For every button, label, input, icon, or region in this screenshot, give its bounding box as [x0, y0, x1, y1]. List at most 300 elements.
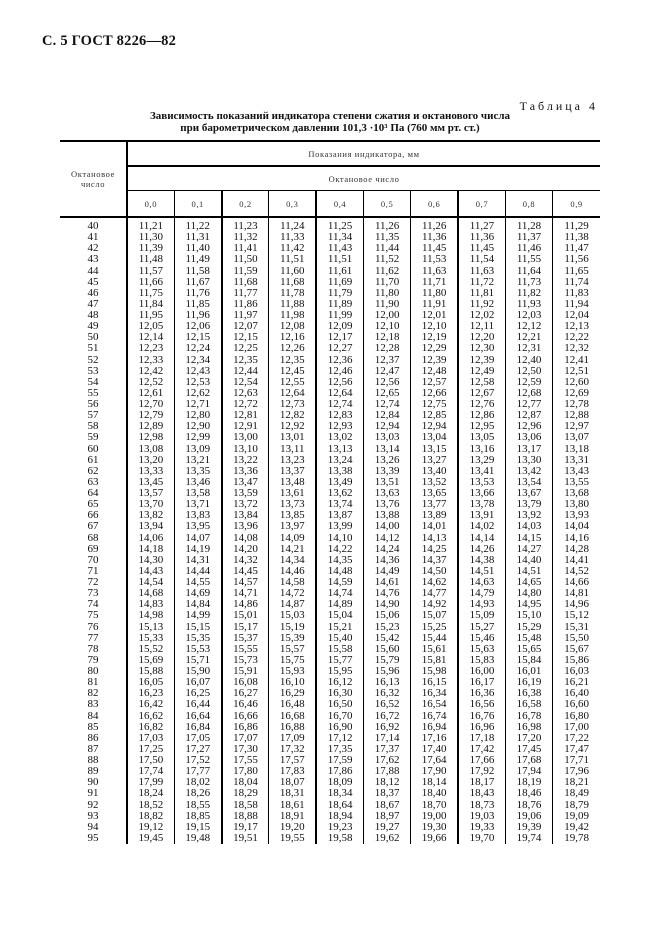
- indicator-value-cell: 11,63: [458, 266, 505, 277]
- indicator-value-cell: 14,18: [127, 544, 174, 555]
- indicator-value-cell: 12,89: [127, 421, 174, 432]
- indicator-value-cell: 15,29: [505, 622, 552, 633]
- indicator-value-cell: 18,70: [411, 800, 458, 811]
- indicator-value-cell: 16,80: [553, 711, 600, 722]
- indicator-value-cell: 19,70: [458, 833, 505, 844]
- indicator-value-cell: 13,17: [505, 444, 552, 455]
- octane-number-cell: 52: [87, 353, 99, 366]
- indicator-value-cell: 11,28: [505, 217, 552, 232]
- indicator-value-cell: 13,76: [363, 499, 410, 510]
- indicator-value-cell: 12,31: [505, 343, 552, 354]
- octane-number-cell: 48: [87, 309, 99, 321]
- indicator-value-cell: 16,60: [553, 699, 600, 710]
- indicator-value-cell: 12,32: [553, 343, 600, 354]
- indicator-value-cell: 15,31: [553, 622, 600, 633]
- indicator-value-cell: 16,78: [505, 711, 552, 722]
- indicator-value-cell: 15,91: [222, 666, 269, 677]
- indicator-value-cell: 12,83: [316, 410, 363, 421]
- indicator-value-cell: 17,77: [174, 766, 221, 777]
- indicator-value-cell: 18,04: [222, 777, 269, 788]
- octane-number-cell: 41: [87, 231, 99, 244]
- indicator-value-cell: 15,39: [269, 633, 316, 644]
- indicator-value-cell: 13,03: [363, 432, 410, 443]
- indicator-value-cell: 12,53: [174, 377, 221, 388]
- indicator-value-cell: 16,13: [363, 677, 410, 688]
- indicator-value-cell: 16,10: [269, 677, 316, 688]
- indicator-value-cell: 16,98: [505, 722, 552, 733]
- indicator-value-cell: 18,55: [174, 800, 221, 811]
- indicator-value-cell: 16,40: [553, 688, 600, 699]
- indicator-value-cell: 19,00: [411, 811, 458, 822]
- indicator-value-cell: 15,07: [411, 610, 458, 621]
- column-header: 0,7: [458, 191, 505, 218]
- indicator-value-cell: 13,94: [127, 521, 174, 532]
- indicator-value-cell: 19,17: [222, 822, 269, 833]
- indicator-value-cell: 17,52: [174, 755, 221, 766]
- indicator-value-cell: 12,79: [127, 410, 174, 421]
- indicator-value-cell: 14,76: [363, 588, 410, 599]
- indicator-value-cell: 13,93: [553, 510, 600, 521]
- indicator-value-cell: 11,23: [222, 217, 269, 232]
- indicator-value-cell: 19,30: [411, 822, 458, 833]
- indicator-value-cell: 14,14: [458, 533, 505, 544]
- indicator-value-cell: 11,72: [458, 277, 505, 288]
- indicator-value-cell: 14,26: [458, 544, 505, 555]
- indicator-value-cell: 13,38: [316, 466, 363, 477]
- indicator-value-cell: 13,42: [505, 466, 552, 477]
- indicator-value-cell: 14,27: [505, 544, 552, 555]
- indicator-value-cell: 12,95: [458, 421, 505, 432]
- indicator-value-cell: 15,65: [505, 644, 552, 655]
- indicator-value-cell: 17,14: [363, 733, 410, 744]
- indicator-value-cell: 13,52: [411, 477, 458, 488]
- indicator-value-cell: 12,73: [269, 399, 316, 410]
- indicator-value-cell: 18,52: [127, 800, 174, 811]
- indicator-value-cell: 17,88: [363, 766, 410, 777]
- indicator-value-cell: 14,09: [269, 533, 316, 544]
- indicator-value-cell: 18,02: [174, 777, 221, 788]
- indicator-value-cell: 17,57: [269, 755, 316, 766]
- indicator-value-cell: 13,01: [269, 432, 316, 443]
- indicator-value-cell: 11,98: [269, 310, 316, 321]
- indicator-value-cell: 12,05: [127, 321, 174, 332]
- indicator-value-cell: 19,62: [363, 833, 410, 844]
- indicator-value-cell: 14,44: [174, 566, 221, 577]
- indicator-value-cell: 14,07: [174, 533, 221, 544]
- indicator-value-cell: 13,88: [363, 510, 410, 521]
- indicator-value-cell: 16,05: [127, 677, 174, 688]
- indicator-value-cell: 15,86: [553, 655, 600, 666]
- indicator-value-cell: 13,74: [316, 499, 363, 510]
- indicator-value-cell: 16,62: [127, 711, 174, 722]
- indicator-value-cell: 17,40: [411, 744, 458, 755]
- indicator-value-cell: 13,08: [127, 444, 174, 455]
- indicator-value-cell: 16,25: [174, 688, 221, 699]
- octane-number-cell: 47: [87, 297, 99, 310]
- indicator-value-cell: 11,54: [458, 254, 505, 265]
- indicator-value-cell: 12,01: [411, 310, 458, 321]
- indicator-value-cell: 17,30: [222, 744, 269, 755]
- indicator-value-cell: 13,18: [553, 444, 600, 455]
- indicator-value-cell: 11,83: [553, 288, 600, 299]
- indicator-value-cell: 12,64: [316, 388, 363, 399]
- indicator-value-cell: 17,68: [505, 755, 552, 766]
- indicator-value-cell: 14,83: [127, 599, 174, 610]
- indicator-value-cell: 15,52: [127, 644, 174, 655]
- indicator-value-cell: 16,70: [316, 711, 363, 722]
- indicator-value-cell: 16,58: [505, 699, 552, 710]
- octane-number-cell: 78: [87, 642, 99, 655]
- indicator-value-cell: 18,24: [127, 788, 174, 799]
- octane-number-cell: 65: [87, 498, 99, 511]
- indicator-value-cell: 12,21: [505, 332, 552, 343]
- table-row: [60, 699, 600, 710]
- octane-number-cell: 95: [87, 831, 99, 844]
- indicator-value-cell: 17,50: [127, 755, 174, 766]
- indicator-value-cell: 12,68: [505, 388, 552, 399]
- indicator-value-cell: 17,09: [269, 733, 316, 744]
- indicator-value-cell: 11,36: [411, 232, 458, 243]
- indicator-value-cell: 12,25: [222, 343, 269, 354]
- indicator-value-cell: 14,51: [505, 566, 552, 577]
- indicator-value-cell: 17,00: [553, 722, 600, 733]
- indicator-value-cell: 12,91: [222, 421, 269, 432]
- indicator-value-cell: 13,53: [458, 477, 505, 488]
- octane-number-cell: 82: [87, 687, 99, 700]
- indicator-value-cell: 18,12: [363, 777, 410, 788]
- indicator-value-cell: 11,86: [222, 299, 269, 310]
- indicator-value-cell: 15,09: [458, 610, 505, 621]
- indicator-value-cell: 15,48: [505, 633, 552, 644]
- indicator-value-cell: 14,72: [269, 588, 316, 599]
- indicator-value-cell: 12,61: [127, 388, 174, 399]
- indicator-value-cell: 18,34: [316, 788, 363, 799]
- indicator-value-cell: 18,07: [269, 777, 316, 788]
- octane-number-cell: 51: [87, 342, 99, 355]
- indicator-value-cell: 12,78: [553, 399, 600, 410]
- indicator-value-cell: 16,32: [363, 688, 410, 699]
- indicator-value-cell: 14,68: [127, 588, 174, 599]
- indicator-value-cell: 11,30: [127, 232, 174, 243]
- indicator-value-cell: 15,40: [316, 633, 363, 644]
- octane-number-cell: 81: [87, 676, 99, 689]
- indicator-value-cell: 16,03: [553, 666, 600, 677]
- indicator-value-cell: 18,37: [363, 788, 410, 799]
- indicator-value-cell: 13,65: [411, 488, 458, 499]
- octane-number-cell: 49: [87, 320, 99, 333]
- octane-number-cell: 87: [87, 742, 99, 755]
- indicator-value-cell: 11,56: [553, 254, 600, 265]
- indicator-value-cell: 14,92: [411, 599, 458, 610]
- octane-number-cell: 70: [87, 553, 99, 566]
- indicator-value-cell: 14,37: [411, 555, 458, 566]
- indicator-value-cell: 13,59: [222, 488, 269, 499]
- indicator-value-cell: 14,58: [269, 577, 316, 588]
- indicator-value-cell: 11,59: [222, 266, 269, 277]
- octane-number-cell: 40: [87, 220, 99, 232]
- indicator-value-cell: 13,79: [505, 499, 552, 510]
- column-header: 0,2: [222, 191, 269, 218]
- indicator-value-cell: 18,46: [505, 788, 552, 799]
- indicator-value-cell: 17,47: [553, 744, 600, 755]
- indicator-value-cell: 11,76: [174, 288, 221, 299]
- indicator-value-cell: 11,80: [363, 288, 410, 299]
- indicator-value-cell: 12,74: [363, 399, 410, 410]
- indicator-value-cell: 16,12: [316, 677, 363, 688]
- indicator-value-cell: 12,62: [174, 388, 221, 399]
- indicator-value-cell: 12,54: [222, 377, 269, 388]
- indicator-value-cell: 15,81: [411, 655, 458, 666]
- indicator-value-cell: 11,97: [222, 310, 269, 321]
- indicator-value-cell: 15,25: [411, 622, 458, 633]
- indicator-value-cell: 12,40: [505, 355, 552, 366]
- page-header: С. 5 ГОСТ 8226—82: [42, 33, 177, 49]
- indicator-value-cell: 12,00: [363, 310, 410, 321]
- octane-number-cell: 66: [87, 509, 99, 522]
- indicator-value-cell: 14,49: [363, 566, 410, 577]
- indicator-value-cell: 18,85: [174, 811, 221, 822]
- indicator-value-cell: 14,16: [553, 533, 600, 544]
- indicator-value-cell: 12,28: [363, 343, 410, 354]
- indicator-value-cell: 14,57: [222, 577, 269, 588]
- octane-number-cell: 79: [87, 653, 99, 666]
- indicator-value-cell: 12,98: [127, 432, 174, 443]
- row-header: Октановое число: [60, 141, 127, 217]
- table-row: [60, 622, 600, 633]
- octane-number-cell: 85: [87, 720, 99, 733]
- indicator-value-cell: 12,87: [505, 410, 552, 421]
- indicator-value-cell: 14,15: [505, 533, 552, 544]
- indicator-value-cell: 11,36: [458, 232, 505, 243]
- indicator-value-cell: 11,92: [458, 299, 505, 310]
- octane-number-cell: 42: [87, 242, 99, 255]
- indicator-value-cell: 17,03: [127, 733, 174, 744]
- indicator-value-cell: 12,37: [363, 355, 410, 366]
- indicator-value-cell: 14,87: [269, 599, 316, 610]
- indicator-value-cell: 13,45: [127, 477, 174, 488]
- indicator-value-cell: 12,93: [316, 421, 363, 432]
- indicator-value-cell: 16,23: [127, 688, 174, 699]
- indicator-value-cell: 15,60: [363, 644, 410, 655]
- indicator-value-cell: 11,24: [269, 217, 316, 232]
- table-title-line1: Зависимость показаний индикатора степени сжатия и октанового числа: [149, 110, 511, 122]
- indicator-value-cell: 15,73: [222, 655, 269, 666]
- indicator-value-cell: 18,19: [505, 777, 552, 788]
- indicator-value-cell: 14,04: [553, 521, 600, 532]
- indicator-value-cell: 11,43: [316, 243, 363, 254]
- octane-number-cell: 71: [87, 564, 99, 577]
- indicator-value-cell: 12,56: [316, 377, 363, 388]
- indicator-value-cell: 16,42: [127, 699, 174, 710]
- octane-number-cell: 53: [87, 364, 99, 377]
- indicator-value-cell: 17,55: [222, 755, 269, 766]
- indicator-value-cell: 16,34: [411, 688, 458, 699]
- indicator-value-cell: 17,59: [316, 755, 363, 766]
- indicator-value-cell: 13,22: [222, 455, 269, 466]
- indicator-value-cell: 11,63: [411, 266, 458, 277]
- indicator-value-cell: 11,46: [505, 243, 552, 254]
- indicator-value-cell: 13,13: [316, 444, 363, 455]
- indicator-value-cell: 18,67: [363, 800, 410, 811]
- indicator-value-cell: 15,01: [222, 610, 269, 621]
- indicator-value-cell: 17,62: [363, 755, 410, 766]
- indicator-value-cell: 15,55: [222, 644, 269, 655]
- indicator-value-cell: 11,25: [316, 217, 363, 232]
- indicator-value-cell: 17,92: [458, 766, 505, 777]
- indicator-value-cell: 12,44: [222, 366, 269, 377]
- indicator-value-cell: 18,73: [458, 800, 505, 811]
- indicator-value-cell: 14,08: [222, 533, 269, 544]
- indicator-value-cell: 14,96: [553, 599, 600, 610]
- indicator-value-cell: 12,42: [127, 366, 174, 377]
- octane-number-cell: 54: [87, 375, 99, 388]
- indicator-value-cell: 13,33: [127, 466, 174, 477]
- column-header: 0,8: [505, 191, 552, 218]
- indicator-value-cell: 11,69: [316, 277, 363, 288]
- indicator-value-cell: 19,48: [174, 833, 221, 844]
- table-title: [60, 111, 600, 134]
- table-row: [60, 800, 600, 811]
- indicator-value-cell: 16,48: [269, 699, 316, 710]
- indicator-value-cell: 14,48: [316, 566, 363, 577]
- indicator-value-cell: 12,30: [458, 343, 505, 354]
- indicator-value-cell: 11,89: [316, 299, 363, 310]
- indicator-value-cell: 12,47: [363, 366, 410, 377]
- octane-number-cell: 94: [87, 820, 99, 833]
- indicator-value-cell: 16,00: [458, 666, 505, 677]
- table-row: [60, 254, 600, 265]
- indicator-value-cell: 12,94: [411, 421, 458, 432]
- indicator-value-cell: 15,03: [269, 610, 316, 621]
- indicator-value-cell: 19,55: [269, 833, 316, 844]
- indicator-value-cell: 15,44: [411, 633, 458, 644]
- indicator-value-cell: 16,68: [269, 711, 316, 722]
- indicator-value-cell: 13,15: [411, 444, 458, 455]
- indicator-value-cell: 13,55: [553, 477, 600, 488]
- indicator-value-cell: 13,54: [505, 477, 552, 488]
- indicator-value-cell: 19,12: [127, 822, 174, 833]
- indicator-value-cell: 15,06: [363, 610, 410, 621]
- table-row: [60, 266, 600, 277]
- indicator-value-cell: 14,03: [505, 521, 552, 532]
- indicator-value-cell: 12,99: [174, 432, 221, 443]
- octane-number-cell: 44: [87, 264, 99, 277]
- indicator-value-cell: 12,27: [316, 343, 363, 354]
- indicator-value-cell: 13,27: [411, 455, 458, 466]
- indicator-value-cell: 11,88: [269, 299, 316, 310]
- indicator-value-cell: 12,23: [127, 343, 174, 354]
- indicator-value-cell: 18,49: [553, 788, 600, 799]
- indicator-value-cell: 12,29: [411, 343, 458, 354]
- indicator-value-cell: 16,17: [458, 677, 505, 688]
- indicator-value-cell: 15,90: [174, 666, 221, 677]
- indicator-value-cell: 11,38: [553, 232, 600, 243]
- indicator-value-cell: 12,90: [174, 421, 221, 432]
- indicator-value-cell: 13,30: [505, 455, 552, 466]
- indicator-value-cell: 13,84: [222, 510, 269, 521]
- indicator-value-cell: 11,73: [505, 277, 552, 288]
- octane-number-cell: 45: [87, 275, 99, 288]
- indicator-value-cell: 19,33: [458, 822, 505, 833]
- indicator-value-cell: 12,70: [127, 399, 174, 410]
- octane-number-cell: 73: [87, 587, 99, 600]
- indicator-value-cell: 14,13: [411, 533, 458, 544]
- indicator-value-cell: 18,26: [174, 788, 221, 799]
- indicator-value-cell: 14,62: [411, 577, 458, 588]
- indicator-value-cell: 15,23: [363, 622, 410, 633]
- indicator-value-cell: 12,52: [127, 377, 174, 388]
- indicator-value-cell: 17,86: [316, 766, 363, 777]
- indicator-value-cell: 17,74: [127, 766, 174, 777]
- indicator-value-cell: 17,07: [222, 733, 269, 744]
- indicator-value-cell: 11,68: [269, 277, 316, 288]
- indicator-value-cell: 15,21: [316, 622, 363, 633]
- indicator-value-cell: 11,40: [174, 243, 221, 254]
- indicator-value-cell: 11,22: [174, 217, 221, 232]
- indicator-value-cell: 13,26: [363, 455, 410, 466]
- indicator-value-cell: 19,42: [553, 822, 600, 833]
- indicator-value-cell: 12,35: [222, 355, 269, 366]
- indicator-value-cell: 15,35: [174, 633, 221, 644]
- indicator-value-cell: 12,66: [411, 388, 458, 399]
- indicator-value-cell: 12,43: [174, 366, 221, 377]
- indicator-value-cell: 17,27: [174, 744, 221, 755]
- indicator-value-cell: 12,11: [458, 321, 505, 332]
- indicator-value-cell: 12,67: [458, 388, 505, 399]
- indicator-value-cell: 11,55: [505, 254, 552, 265]
- octane-number-cell: 58: [87, 420, 99, 433]
- indicator-value-cell: 12,36: [316, 355, 363, 366]
- indicator-value-cell: 11,66: [127, 277, 174, 288]
- indicator-value-cell: 12,74: [316, 399, 363, 410]
- indicator-value-cell: 13,31: [553, 455, 600, 466]
- indicator-value-cell: 14,30: [127, 555, 174, 566]
- indicator-value-cell: 13,10: [222, 444, 269, 455]
- indicator-value-cell: 12,96: [505, 421, 552, 432]
- octane-number-cell: 64: [87, 487, 99, 499]
- indicator-value-cell: 13,96: [222, 521, 269, 532]
- indicator-value-cell: 14,06: [127, 533, 174, 544]
- indicator-value-cell: 12,16: [269, 332, 316, 343]
- indicator-value-cell: 14,95: [505, 599, 552, 610]
- indicator-value-cell: 13,68: [553, 488, 600, 499]
- indicator-value-cell: 13,62: [316, 488, 363, 499]
- indicator-value-cell: 13,57: [127, 488, 174, 499]
- indicator-value-cell: 13,51: [363, 477, 410, 488]
- indicator-value-cell: 17,94: [505, 766, 552, 777]
- indicator-value-cell: 11,32: [222, 232, 269, 243]
- column-header: 0,4: [316, 191, 363, 218]
- indicator-value-cell: 12,94: [363, 421, 410, 432]
- indicator-value-cell: 15,33: [127, 633, 174, 644]
- indicator-value-cell: 14,24: [363, 544, 410, 555]
- indicator-value-cell: 19,03: [458, 811, 505, 822]
- octane-number-cell: 61: [87, 453, 99, 466]
- indicator-value-cell: 14,52: [553, 566, 600, 577]
- indicator-value-cell: 11,71: [411, 277, 458, 288]
- table-row: [60, 355, 600, 366]
- indicator-value-cell: 17,22: [553, 733, 600, 744]
- indicator-value-cell: 12,10: [411, 321, 458, 332]
- indicator-value-cell: 18,76: [505, 800, 552, 811]
- indicator-value-cell: 12,46: [316, 366, 363, 377]
- indicator-value-cell: 11,90: [363, 299, 410, 310]
- indicator-value-cell: 12,84: [363, 410, 410, 421]
- indicator-value-cell: 12,39: [411, 355, 458, 366]
- indicator-value-cell: 12,76: [458, 399, 505, 410]
- indicator-value-cell: 13,07: [553, 432, 600, 443]
- indicator-value-cell: 14,46: [269, 566, 316, 577]
